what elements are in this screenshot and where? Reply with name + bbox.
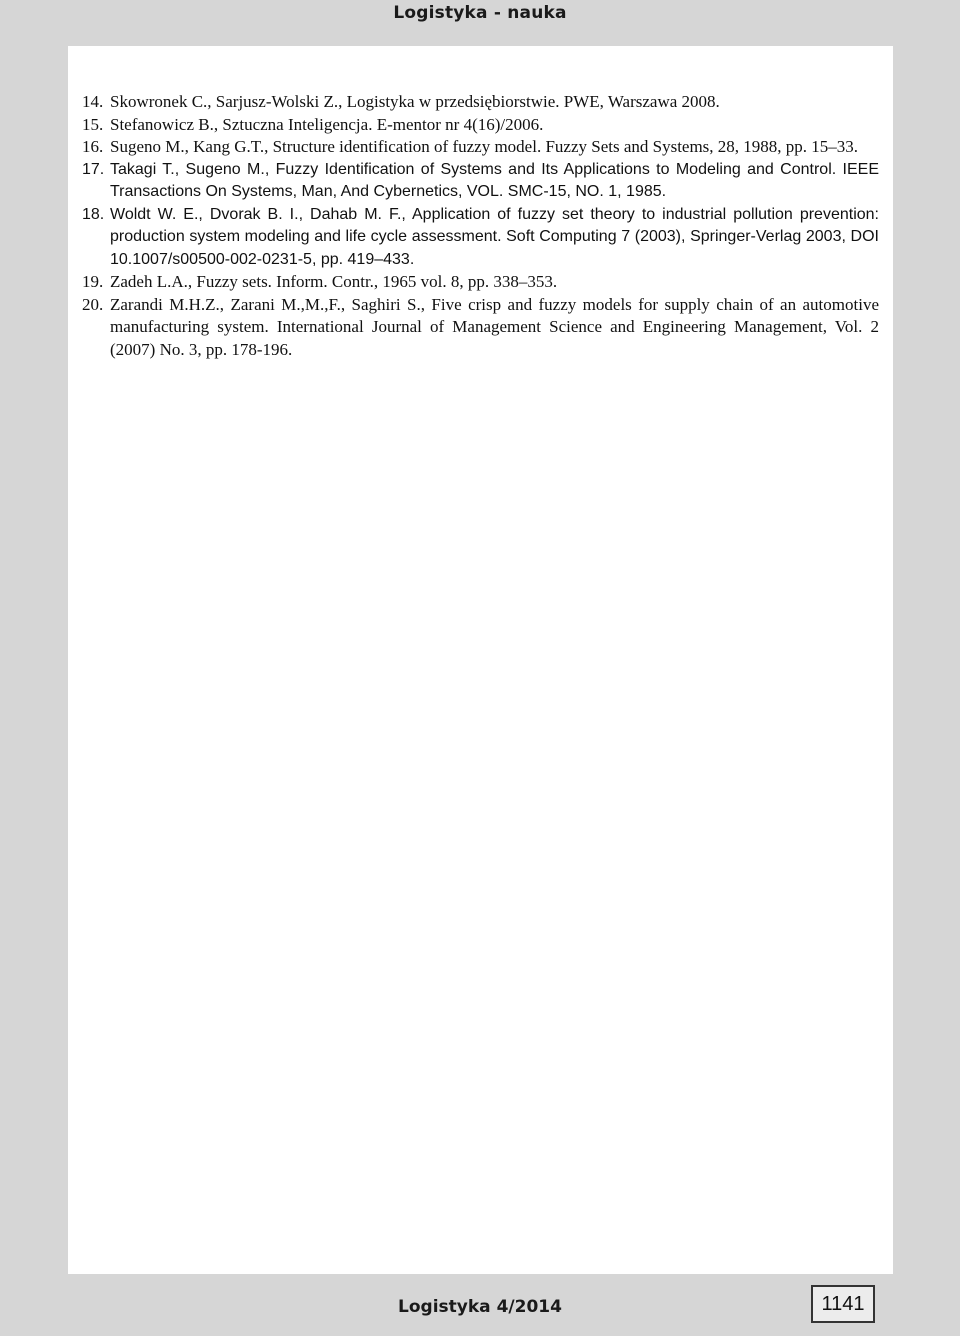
reference-item	[82, 159, 879, 204]
reference-number: 14.	[82, 92, 104, 111]
reference-text: Sugeno M., Kang G.T., Structure identification of fuzzy model. Fuzzy Sets and Systems, 28, 1988, pp. 15–33.	[110, 137, 859, 156]
reference-item	[82, 114, 879, 137]
reference-number: 16.	[82, 137, 104, 156]
reference-text: Zadeh L.A., Fuzzy sets. Inform. Contr., 1965 vol. 8, pp. 338–353.	[110, 272, 558, 291]
reference-number: 15.	[82, 114, 104, 134]
reference-item	[82, 204, 879, 272]
page-number-box: 1141	[811, 1285, 875, 1323]
reference-item	[82, 91, 879, 114]
reference-number: 19.	[82, 272, 104, 291]
reference-item	[82, 136, 879, 159]
running-header-title: Logistyka - nauka	[393, 3, 567, 23]
reference-number: 17.	[82, 160, 105, 178]
footer-journal-title: Logistyka 4/2014	[398, 1297, 562, 1317]
reference-text: Woldt W. E., Dvorak B. I., Dahab M. F., Application of fuzzy set theory to industrial pollution prevention: production system modeling and life cycle assessment. Soft Computing 7 (2003), Springer-Verlag 2003, DOI 10.1007/s00500-002-0231-5, pp. 419–433.	[110, 205, 879, 268]
reference-text: Skowronek C., Sarjusz-Wolski Z., Logistyka w przedsiębiorstwie. PWE, Warszawa 2008.	[110, 92, 720, 111]
reference-text: Zarandi M.H.Z., Zarani M.,M.,F., Saghiri S., Five crisp and fuzzy models for supply chain of an automotive manufacturing system. International Journal of Management Science and Engineering Management, Vol. 2 (2007) No. 3, pp. 178-196.	[110, 294, 879, 359]
reference-text: Stefanowicz B., Sztuczna Inteligencja. E-mentor nr 4(16)/2006.	[110, 114, 544, 134]
page-sheet	[68, 46, 893, 1274]
reference-number: 18.	[82, 205, 105, 223]
reference-text: Takagi T., Sugeno M., Fuzzy Identification of Systems and Its Applications to Modeling and Control. IEEE Transactions On Systems, Man, And Cybernetics, VOL. SMC-15, NO. 1, 1985.	[110, 160, 879, 200]
reference-list	[82, 91, 879, 361]
reference-item	[82, 271, 879, 294]
reference-item	[82, 294, 879, 362]
reference-number: 20.	[82, 294, 104, 314]
